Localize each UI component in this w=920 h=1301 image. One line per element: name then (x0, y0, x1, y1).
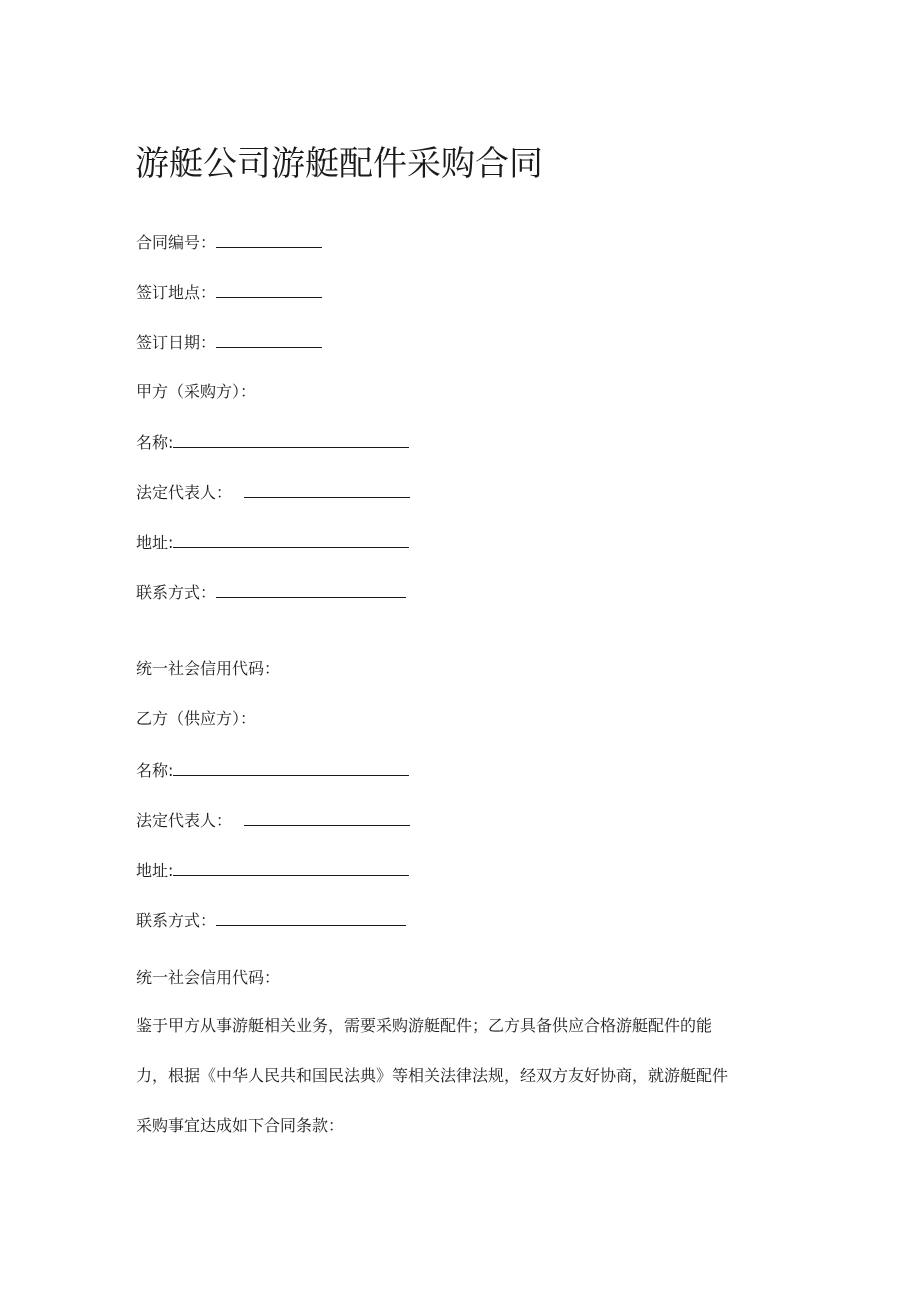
party-b-credit-code: 统一社会信用代码： (136, 968, 281, 987)
preamble-line-2: 力，根据《中华人民共和国民法典》等相关法律法规，经双方友好协商，就游艇配件 (136, 1066, 729, 1085)
party-b-contact-blank[interactable] (216, 909, 406, 926)
party-a-credit-code: 统一社会信用代码： (136, 659, 281, 678)
sign-date-blank[interactable] (216, 331, 322, 348)
preamble-line-3: 采购事宜达成如下合同条款： (136, 1116, 345, 1135)
party-b-contact-label: 联系方式： (136, 911, 217, 930)
page-title: 游艇公司游艇配件采购合同 (135, 144, 543, 184)
party-a-address-field (136, 531, 409, 554)
party-b-legal-rep-blank[interactable] (244, 809, 410, 826)
party-b-address-blank[interactable] (173, 859, 409, 876)
party-a-contact-field (136, 581, 406, 604)
party-b-legal-rep-field (136, 809, 410, 832)
party-b-legal-rep-label: 法定代表人： (136, 811, 233, 830)
sign-place-label: 签订地点： (136, 283, 217, 302)
sign-place-field (136, 281, 322, 304)
sign-place-blank[interactable] (216, 281, 322, 298)
party-a-address-label: 地址: (136, 533, 174, 552)
party-a-name-field (136, 431, 409, 454)
party-a-heading: 甲方（采购方）： (136, 382, 257, 401)
sign-date-field (136, 331, 322, 354)
party-a-name-label: 名称: (136, 433, 174, 452)
party-a-name-blank[interactable] (173, 431, 409, 448)
contract-number-label: 合同编号： (136, 233, 217, 252)
party-a-legal-rep-blank[interactable] (244, 481, 410, 498)
party-b-name-blank[interactable] (173, 759, 409, 776)
party-b-address-label: 地址: (136, 861, 174, 880)
contract-number-field (136, 231, 322, 254)
contract-number-blank[interactable] (216, 231, 322, 248)
party-a-contact-blank[interactable] (216, 581, 406, 598)
party-b-contact-field (136, 909, 406, 932)
party-a-legal-rep-label: 法定代表人： (136, 483, 233, 502)
sign-date-label: 签订日期： (136, 333, 217, 352)
party-b-heading: 乙方（供应方）： (136, 709, 257, 728)
party-b-name-field (136, 759, 409, 782)
party-b-name-label: 名称: (136, 761, 174, 780)
party-a-contact-label: 联系方式： (136, 583, 217, 602)
party-a-legal-rep-field (136, 481, 410, 504)
party-a-address-blank[interactable] (173, 531, 409, 548)
preamble-line-1: 鉴于甲方从事游艇相关业务，需要采购游艇配件；乙方具备供应合格游艇配件的能 (136, 1016, 713, 1035)
party-b-address-field (136, 859, 409, 882)
